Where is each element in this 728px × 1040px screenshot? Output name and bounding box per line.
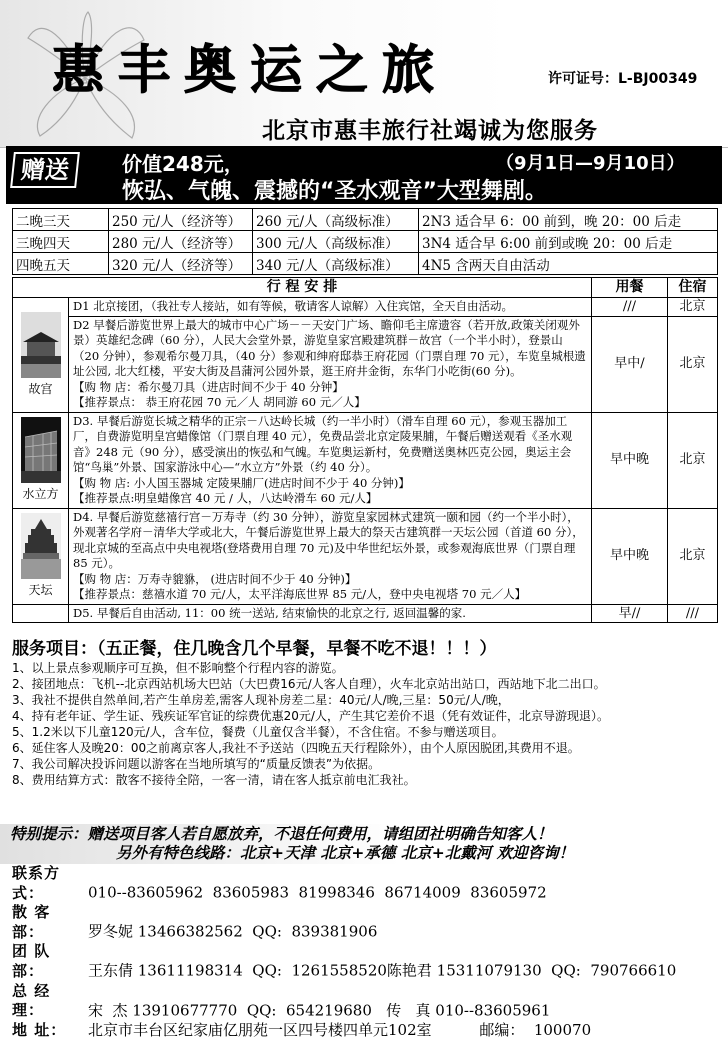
day-3-text: D3. 早餐后游览长城之精华的正宗－八达岭长城（约一半小时）（滑车自理 60 元），参观玉器加工厂，自费游览明皇宫蜡像馆（门票自理 40 元），免费品尝北京定陵果脯，午餐后赠送观看《圣水观音》248 元（90 分），感受演出的恢弘和气魄。车览奥运新村，免费赠送奥林匹克公园，奥运主会馆“鸟巢”外景、国家游泳中心—“水立方”外景（约 40 分）。 xyxy=(73,413,573,474)
day-2-meals: 早中/ xyxy=(592,316,668,412)
contact-value: 010--83605962 83605983 81998346 86714009 83605972 xyxy=(88,883,547,902)
gift-value: 价值248元， xyxy=(122,152,244,176)
contact-section xyxy=(12,864,722,1040)
price-table xyxy=(12,208,718,275)
plan-note: 4N5 含两天自由活动 xyxy=(419,253,718,275)
economy-price: 280 元/人（经济等） xyxy=(109,231,253,253)
contact-value: 罗冬妮 13466382562 QQ: 839381906 xyxy=(88,922,378,941)
photo-caption: 水立方 xyxy=(22,487,59,502)
contact-value: 宋 杰 13910677770 QQ: 654219680 传 真 010--83605961 xyxy=(88,1001,551,1020)
contact-row xyxy=(12,1021,722,1040)
itinerary-day-1 xyxy=(13,298,718,317)
contact-label: 联系方式： xyxy=(12,864,61,902)
day-3-stay: 北京 xyxy=(668,412,718,508)
notice-line-1: 特别提示：赠送项目客人若自愿放弃，不退任何费用，请组团社明确告知客人！ xyxy=(10,825,553,843)
gift-banner xyxy=(6,146,722,204)
plan-cell: 三晚四天 xyxy=(13,231,109,253)
service-item: 5、1.2米以下儿童120元/人，含车位，餐费（儿童仅含半餐），不含住宿。不参与赠送项目。 xyxy=(12,725,504,739)
day-3-meals: 早中晚 xyxy=(592,412,668,508)
gift-dates: （9月1日—9月10日） xyxy=(496,153,685,174)
itinerary-day-3 xyxy=(13,412,718,508)
photo-cell-water-cube xyxy=(13,412,69,508)
header-banner xyxy=(0,0,728,148)
contact-label: 散 客 部： xyxy=(12,903,51,941)
itinerary-day-2 xyxy=(13,316,718,412)
photo-caption: 故宫 xyxy=(28,382,53,396)
service-item: 4、持有老年证、学生证、残疾证军官证的综费优惠20元/人，产生其它差价不退（凭有效证件，北京导游现退）。 xyxy=(12,709,609,723)
service-item: 7、我公司解决投诉问题以游客在当地所填写的“质量反馈表”为依据。 xyxy=(12,757,381,771)
day-2-cell xyxy=(69,316,592,412)
meals-header: 用餐 xyxy=(592,278,668,298)
contact-label: 团 队 部： xyxy=(12,942,51,980)
stay-header: 住宿 xyxy=(668,278,718,298)
economy-price: 320 元/人（经济等） xyxy=(109,253,253,275)
day-4-cell xyxy=(69,508,592,604)
itinerary-table xyxy=(12,277,718,623)
photo-cell-forbidden-city xyxy=(13,298,69,413)
premium-price: 340 元/人（高级标准） xyxy=(253,253,419,275)
itinerary-day-4 xyxy=(13,508,718,604)
water-cube-image xyxy=(21,417,61,483)
contact-label: 总 经 理： xyxy=(12,981,51,1020)
service-item: 3、我社不提供自然单间,若产生单房差,需客人现补房差二星：40元/人/晚,三星：50元/人/晚， xyxy=(12,693,510,707)
service-item: 8、费用结算方式：散客不接待全陪，一客一清，请在客人抵京前电汇我社。 xyxy=(12,773,416,787)
plan-cell: 二晚三天 xyxy=(13,209,109,231)
day-3-shop: 【购 物 店: 小人国玉器城 定陵果脯厂(进店时间不少于 40 分钟)】 xyxy=(73,475,410,490)
services-title: 服务项目：（五正餐，住几晚含几个早餐，早餐不吃不退！！！） xyxy=(12,639,497,659)
day-3-recommend: 【推荐景点:明皇蜡像宫 40 元 / 人，八达岭滑车 60 元/人】 xyxy=(73,491,378,505)
plan-cell: 四晚五天 xyxy=(13,253,109,275)
itinerary-day-5 xyxy=(13,604,718,623)
premium-price: 300 元/人（高级标准） xyxy=(253,231,419,253)
itinerary-header-row xyxy=(13,278,718,298)
contact-row xyxy=(12,864,722,903)
contact-row xyxy=(12,942,722,981)
day-5-meals: 早// xyxy=(592,604,668,623)
contact-value: 北京市丰台区纪家庙亿朋苑一区四号楼四单元102室 邮编： 100070 xyxy=(88,1020,592,1039)
premium-price: 260 元/人（高级标准） xyxy=(253,209,419,231)
day-2-shop: 【购 物 店：希尔曼刀具（进店时间不少于 40 分钟】 xyxy=(73,379,344,394)
day-5-text: D5. 早餐后自由活动, 11：00 统一送站, 结束愉快的北京之行, 返回温馨的家. xyxy=(69,604,592,623)
service-item: 2、接团地点：飞机--北京西站机场大巴站（大巴费16元/人客人自理），火车北京站出站口，西站地下北二出口。 xyxy=(12,677,606,691)
table-row xyxy=(13,253,718,275)
license-number: 许可证号：L-BJ00349 xyxy=(548,71,698,87)
gift-tag: 赠送 xyxy=(10,152,80,188)
slogan: 北京市惠丰旅行社竭诚为您服务 xyxy=(262,118,598,144)
day-4-meals: 早中晚 xyxy=(592,508,668,604)
contact-label: 地 址： xyxy=(12,1020,67,1039)
service-item: 6、延住客人及晚20：00之前离京客人,我社不予送站（四晚五天行程除外），由个人原因脱团,其费用不退。 xyxy=(12,741,580,755)
day-4-stay: 北京 xyxy=(668,508,718,604)
photo-cell-temple-of-heaven xyxy=(13,508,69,604)
day-1-text: D1 北京接团，（我社专人接站，如有等候，敬请客人谅解）入住宾馆，全天自由活动。 xyxy=(69,298,592,317)
services-section xyxy=(12,638,722,788)
day-4-recommend: 【推荐景点：慈禧水道 70 元/人，太平洋海底世界 85 元/人，登中央电视塔 70 元／人】 xyxy=(73,587,527,601)
table-row xyxy=(13,209,718,231)
day-3-cell xyxy=(69,412,592,508)
day-2-recommend: 【推荐景点： 恭王府花园 70 元／人 胡同游 60 元／人】 xyxy=(73,395,366,409)
day-1-stay: 北京 xyxy=(668,298,718,317)
service-item: 1、以上景点参观顺序可互换，但不影响整个行程内容的游览。 xyxy=(12,661,344,675)
temple-of-heaven-image xyxy=(21,513,61,579)
empty-photo-cell xyxy=(13,604,69,623)
contact-row xyxy=(12,982,722,1021)
forbidden-city-image xyxy=(21,312,61,378)
contact-value: 王东倩 13611198314 QQ: 1261558520陈艳君 15311079130 QQ: 790766610 xyxy=(88,961,677,980)
special-notice xyxy=(0,824,728,864)
notice-line-2: 另外有特色线路：北京+天津 北京+承德 北京+北戴河 欢迎咨询！ xyxy=(116,844,575,862)
day-2-stay: 北京 xyxy=(668,316,718,412)
day-4-shop: 【购 物 店：万寿寺貔貅， (进店时间不少于 40 分钟)】 xyxy=(73,571,357,586)
gift-show: 恢弘、气魄、震撼的“圣水观音”大型舞剧。 xyxy=(122,179,547,204)
table-row xyxy=(13,231,718,253)
day-5-stay: /// xyxy=(668,604,718,623)
page-title: 惠丰奥运之旅 xyxy=(52,41,449,101)
schedule-header: 行 程 安 排 xyxy=(13,278,592,298)
day-2-text: D2 早餐后游览世界上最大的城市中心广场－－天安门广场、瞻仰毛主席遗容（若开放,政策关闭观外景）英雄纪念碑（60 分），人民大会堂外景，游览皇家宫殿建筑群－故宫（一个半小时），登景山（20 分钟），参观希尔曼刀具，（40 分）参观和绅府邸恭王府花园（门票自理 70 元），车览皇城根遗址公园, 北大红楼，平安大街及昌蒲河公园外景，逛王府井金街，东华门小吃街(60 分)。 xyxy=(73,317,586,378)
day-1-meals: /// xyxy=(592,298,668,317)
day-4-text: D4. 早餐后游览慈禧行宫－万寿寺（约 30 分钟），游览皇家园林式建筑一颐和园（约一个半小时），外观著名学府－清华大学或北大，午餐后游览世界上最大的祭天古建筑群一天坛公园（首道 60 分），现北京城的至高点中央电视塔(登塔费用自理 70 元)及中华世纪坛外景，或参观海底世界（门票自理 85 元）。 xyxy=(73,509,584,570)
contact-row xyxy=(12,903,722,942)
economy-price: 250 元/人（经济等） xyxy=(109,209,253,231)
photo-caption: 天坛 xyxy=(28,583,53,598)
plan-note: 2N3 适合早 6：00 前到，晚 20：00 后走 xyxy=(419,209,718,231)
plan-note: 3N4 适合早 6:00 前到或晚 20：00 后走 xyxy=(419,231,718,253)
